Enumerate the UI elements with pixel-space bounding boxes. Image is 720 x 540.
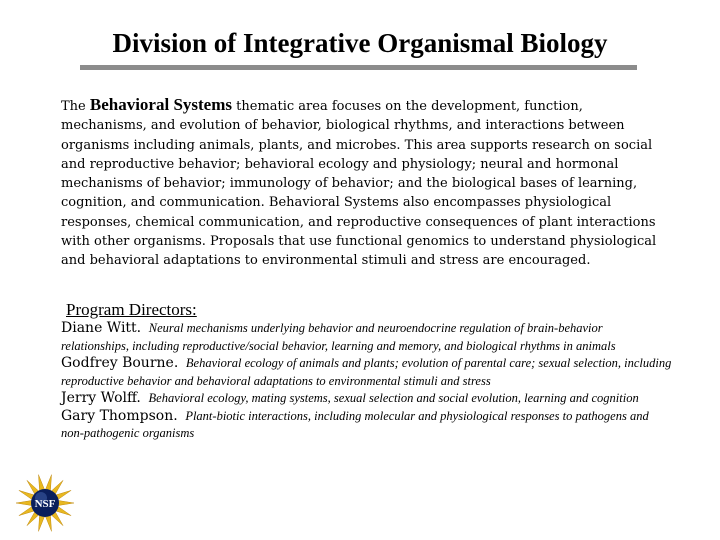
intro-body: thematic area focuses on the development, function, mechanisms, and evolution of behavior, biological rhythms, and interactions between organisms including animals, plants, and microbes. This area supports research on social and reproductive behavior; behavioral ecology and physiology; neural and hormonal mechanisms of behavior; immunology of behavior; and the biological bases of learning, cognition, and communication. Behavioral Systems also encompasses physiological responses, chemical communication, and reproductive consequences of plant interactions with other organisms. Proposals that use functional genomics to understand physiological and behavioral adaptations to environmental stimuli and stress are encouraged.	[61, 99, 657, 269]
director-item	[61, 320, 673, 355]
directors-list	[61, 320, 673, 443]
director-name: Godfrey Bourne.	[61, 355, 179, 371]
director-item	[61, 390, 673, 408]
intro-paragraph	[61, 95, 671, 271]
sun-ray	[39, 515, 45, 532]
sun-ray	[45, 515, 51, 532]
director-desc: Behavioral ecology of animals and plants; evolution of parental care; sexual selection, including reproductive behavior and behavioral adaptations to environmental stimuli and stress	[61, 356, 672, 388]
director-name: Diane Witt.	[61, 320, 142, 336]
director-desc: Plant-biotic interactions, including molecular and physiological responses to pathogens and non-pathogenic organisms	[61, 408, 649, 440]
director-desc: Neural mechanisms underlying behavior and neuroendocrine regulation of brain-behavior relationships, including reproductive/social behavior, learning and memory, and biological rhythms in animals	[61, 321, 616, 353]
nsf-logo-icon	[14, 472, 76, 534]
sun-ray	[45, 475, 51, 492]
director-name: Jerry Wolff.	[61, 390, 141, 406]
director-item	[61, 355, 673, 390]
sun-ray	[16, 500, 32, 505]
title-underline	[80, 65, 637, 70]
director-name: Gary Thompson.	[61, 407, 178, 424]
sun-ray	[39, 475, 45, 492]
intro-lead: Behavioral Systems	[89, 95, 233, 114]
intro-prefix: The	[61, 99, 90, 114]
director-item	[61, 408, 673, 443]
program-directors-heading: Program Directors:	[66, 300, 197, 319]
sun-ray	[58, 500, 74, 505]
svg-text:NSF: NSF	[34, 498, 56, 510]
slide-title: Division of Integrative Organismal Biology	[112, 28, 608, 58]
director-desc: Behavioral ecology, mating systems, sexual selection and social evolution, learning and cognition	[148, 391, 639, 405]
